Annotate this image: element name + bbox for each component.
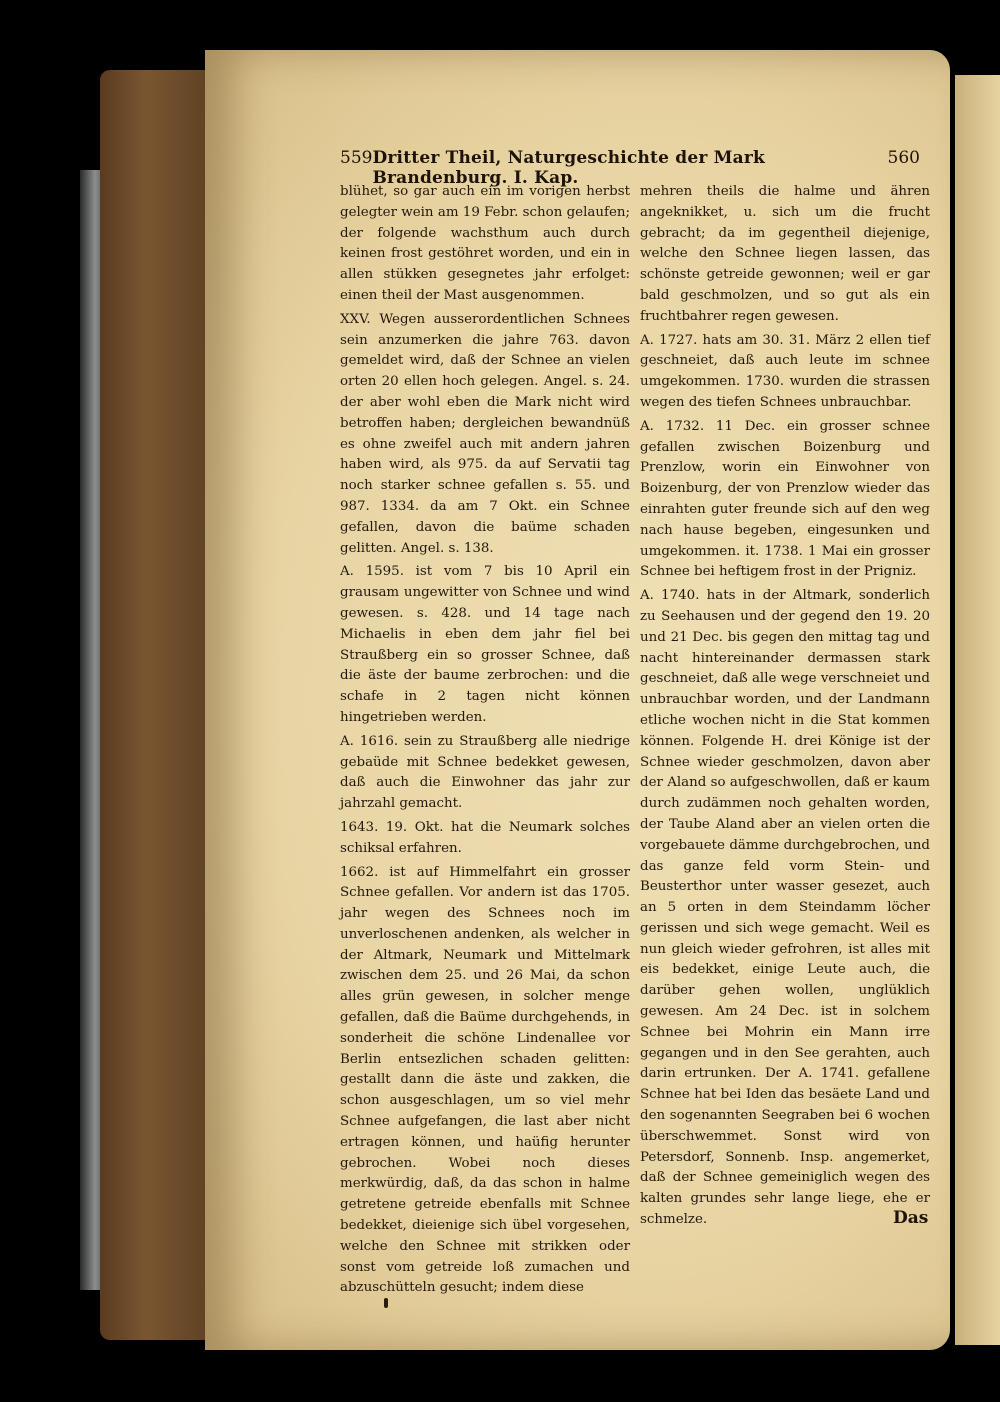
paragraph: A. 1595. ist vom 7 bis 10 April ein grausam ungewitter von Schnee und wind gewesen. s. 428. und 14 tage nach Michaelis in eben dem jahr fiel bei Straußberg ein so grosser Schnee, daß die äste der baume zerbrochen: und die schafe in 2 tagen nicht können hingetrieben werden. — [340, 564, 630, 725]
next-page-sliver — [955, 75, 1000, 1345]
paragraph: A. 1616. sein zu Straußberg alle niedrige gebaüde mit Schnee bedekket gewesen, daß auch die Einwohner das jahr zur jahrzahl gemacht. — [340, 733, 630, 812]
paragraph: 1643. 19. Okt. hat die Neumark solches schiksal erfahren. — [340, 819, 630, 856]
left-page-number: 559 — [340, 148, 373, 168]
right-page-number: 560 — [887, 148, 920, 168]
paragraph: 1662. ist auf Himmelfahrt ein grosser Schnee gefallen. Vor andern ist das 1705. jahr wegen des Schnees noch im unverloschenen andenken, als welcher in der Altmark, Neumark und Mittelmark zwischen dem 25. und 26 Mai, da schon alles grün gewesen, in solcher menge gefallen, daß die Baüme durchgehends, in sonderheit die schöne Lindenallee vor Berlin entsezlichen schaden gelitten: gestallt dann die äste und zakken, die schon ausgeschlagen, um so viel mehr Schnee aufgefangen, die last aber nicht ertragen können, und haüfig herunter gebrochen. Wobei noch dieses merkwürdig, daß, da das schon in halme getretene getreide ebenfalls mit Schnee bedekket, dieienige sich übel vorgesehen, welche den Schnee mit strikken oder sonst vom getreide loß zumachen und abzuschütteln gesucht; indem diese — [340, 864, 630, 1296]
paragraph: A. 1727. hats am 30. 31. März 2 ellen tief geschneiet, daß auch leute im schnee umgekommen. 1730. wurden die strassen wegen des tiefen Schnees unbrauchbar. — [640, 332, 930, 410]
paragraph: A. 1740. hats in der Altmark, sonderlich zu Seehausen und der gegend den 19. 20 und 21 Dec. bis gegen den mittag tag und nacht hintereinander dermassen stark geschneiet, daß alle wege verschneiet und unbrauchbar worden, und der Landmann etliche wochen nicht in die Stat kommen können. Folgende H. drei Könige ist der Schnee wieder geschmolzen, davon aber der Aland so aufgeschwollen, daß er kaum durch zudämmen noch gehalten worden, der Taube Aland aber an vielen orten die vorgebauete dämme durchgebrochen, und das ganze feld vorm Stein- und Beusterthor unter wasser gesezet, auch an 5 orten in dem Steindamm löcher gerissen und sich wege gemacht. Weil es nun gleich wieder gefrohren, ist alles mit eis bedekket, einige Leute auch, die darüber gehen wollen, unglüklich gewesen. Am 24 Dec. ist in solchem Schnee bei Mohrin ein Mann irre gegangen und in den See gerahten, auch darin ertrunken. Der A. 1741. gefallene Schnee hat bei Iden das besäete Land und den sogenannten Seegraben bei 6 wochen überschwemmet. Sonst wird von Petersdorf, Sonnenb. Insp. angemerket, daß der Schnee gemeiniglich wegen des kalten grundes sehr lange liege, ehe er schmelze. — [640, 588, 930, 1228]
paragraph: A. 1732. 11 Dec. ein grosser schnee gefallen zwischen Boizenburg und Prenzlow, worin ein Einwohner von Boizenburg, der von Prenzlow wieder das einrahten guter freunde sich auf den weg nach hause begeben, eingesunken und umgekommen. it. 1738. 1 Mai ein grosser Schnee bei heftigem frost in der Prigniz. — [640, 418, 930, 580]
catchword: Das — [893, 1208, 929, 1228]
running-title: Dritter Theil, Naturgeschichte der Mark Brandenburg. I. Kap. — [372, 148, 765, 188]
left-text-column — [340, 182, 630, 1302]
paragraph: mehren theils die halme und ähren angeknikket, u. sich um die frucht gebracht; da im gegentheil diejenige, welche den Schnee liegen lassen, das schönste getreide gewonnen; weil er gar bald geschmolzen, und so gut als ein fruchtbahrer regen gewesen. — [640, 184, 930, 324]
paragraph: blühet, so gar auch ein im vorigen herbst gelegter wein am 19 Febr. schon gelaufen; der folgende wachsthum auch durch keinen frost gestöhret worden, und ein in allen stükken gesegnetes jahr erfolget: einen theil der Mast ausgenommen. — [340, 184, 630, 303]
ink-mark — [384, 1298, 388, 1308]
paragraph: XXV. Wegen ausserordentlichen Schnees sein anzumerken die jahre 763. davon gemeldet wird, daß der Schnee an vielen orten 20 ellen hoch gelegen. Angel. s. 24. der aber wohl eben die Mark nicht wird betroffen haben; dergleichen bewandnüß es ohne zweifel auch mit andern jahren haben wird, als 975. da auf Servatii tag noch starker schnee gefallen s. 55. und 987. 1334. da am 7 Okt. ein Schnee gefallen, davon die baüme schaden gelitten. Angel. s. 138. — [340, 311, 630, 556]
right-text-column — [640, 182, 930, 1234]
